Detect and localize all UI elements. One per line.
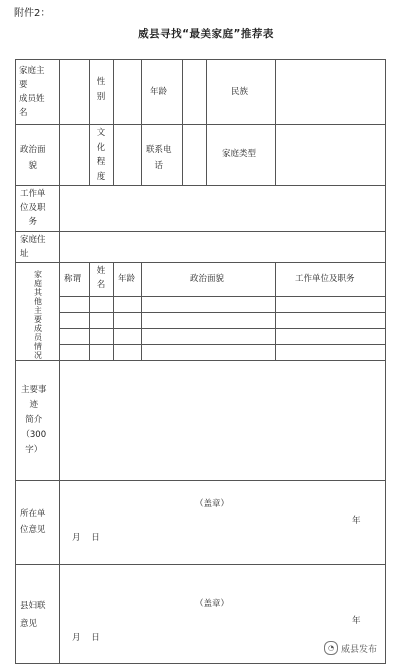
unit-month-day-text: 月 日 — [72, 533, 100, 543]
federation-seal-text: （盖章） — [195, 599, 230, 609]
deeds-summary-label: 主要事 迹 简介 （300 字） — [21, 385, 47, 455]
attachment-label: 附件2： — [14, 8, 51, 19]
federation-month-day-text: 月 日 — [72, 633, 100, 643]
column-work-unit: 工作单位及职务 — [295, 274, 355, 284]
column-relation: 称谓 — [64, 274, 82, 284]
age-label: 年龄 — [150, 87, 168, 97]
column-age: 年龄 — [118, 274, 136, 284]
gender-label: 性 别 — [96, 77, 106, 102]
column-political-status: 政治面貌 — [190, 274, 225, 284]
watermark-text: 威县发布 — [341, 644, 378, 655]
wechat-icon: ◔ — [324, 641, 338, 655]
unit-seal-text: （盖章） — [195, 499, 230, 509]
watermark — [324, 641, 377, 655]
address-label: 家庭住 址 — [20, 235, 46, 259]
form-title: 威县寻找“最美家庭”推荐表 — [138, 28, 274, 40]
phone-label: 联系电 话 — [146, 145, 172, 171]
work-unit-label: 工作单 位及职 务 — [20, 189, 46, 227]
column-name: 姓 名 — [96, 266, 106, 290]
family-type-label: 家庭类型 — [222, 149, 257, 159]
education-label: 文 化 程 度 — [96, 128, 106, 182]
unit-year-text: 年 — [352, 516, 361, 526]
ethnic-label: 民族 — [231, 87, 249, 97]
other-members-label: 家 庭 其 他 主 要 成 员 情 况 — [34, 270, 42, 360]
unit-opinion-label: 所在单 位意见 — [20, 509, 46, 535]
political-status-label: 政治面 貌 — [20, 145, 46, 171]
federation-year-text: 年 — [352, 616, 361, 626]
member-name-label: 家庭主 要 成员姓 名 — [19, 66, 45, 118]
federation-opinion-label: 县妇联 意见 — [20, 601, 46, 629]
